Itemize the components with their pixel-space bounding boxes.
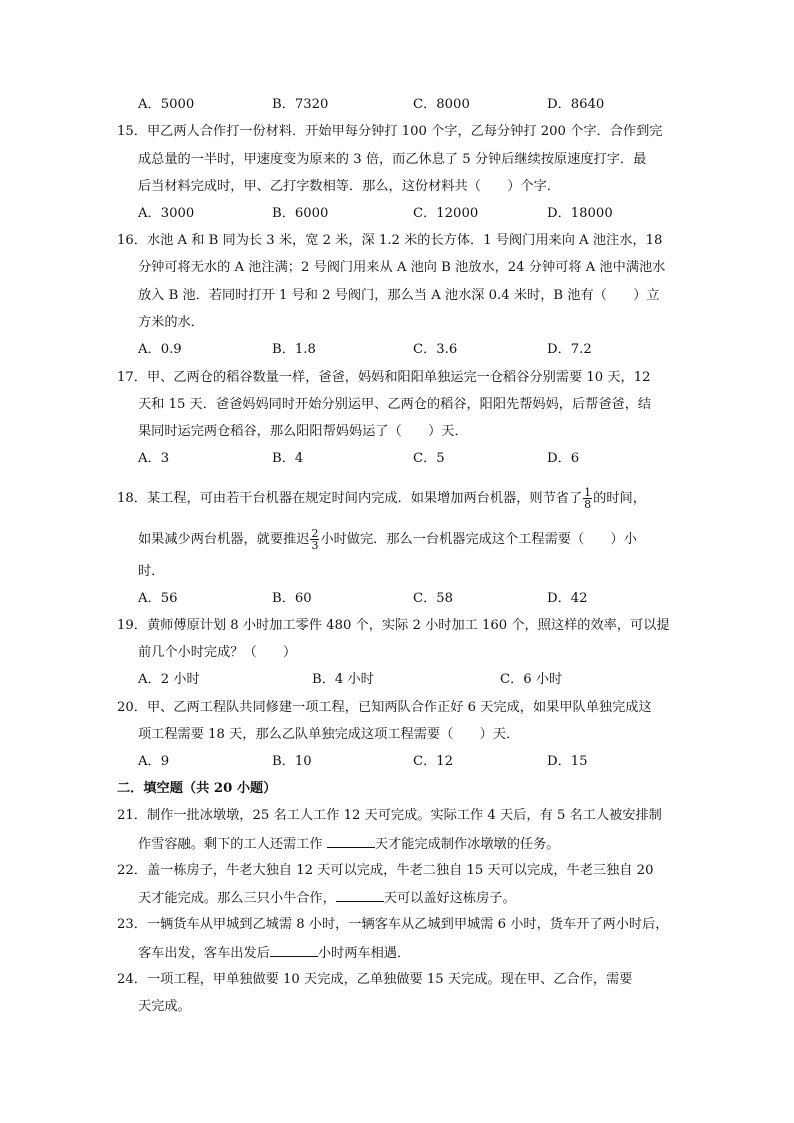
q20-option-c: C．12 [413, 754, 454, 769]
q15-option-c: C．12000 [413, 206, 479, 221]
q19-option-b: B．4 小时 [312, 672, 374, 687]
q23-line-2-post: 小时两车相遇． [317, 946, 411, 961]
q16-option-d: D．7.2 [547, 342, 592, 357]
q20-line-1: 20．甲、乙两工程队共同修建一项工程，已知两队合作正好 6 天完成，如果甲队单独完成这 [117, 700, 652, 715]
q23-line-2-pre: 客车出发，客车出发后 [138, 946, 270, 961]
q20-option-d: D．15 [547, 754, 588, 769]
q23-line-1: 23．一辆货车从甲城到乙城需 8 小时，一辆客车从乙城到甲城需 6 小时，货车开了两小时后， [117, 917, 669, 932]
q16-line-3: 放入 B 池．若同时打开 1 号和 2 号阀门，那么当 A 池水深 0.4 米时，B 池有（ ）立 [138, 288, 660, 303]
q15-line-3: 后当材料完成时，甲、乙打字数相等．那么，这份材料共（ ）个字． [138, 179, 560, 194]
q14-option-a: A．5000 [138, 97, 195, 112]
q18-option-d: D．42 [547, 591, 588, 606]
q16-line-4: 方米的水． [138, 315, 204, 330]
q15-option-b: B．6000 [272, 206, 329, 221]
q17-option-b: B．4 [272, 451, 304, 466]
q18-line-2-post: 小时做完．那么一台机器完成这个工程需要（ ）小 [320, 532, 637, 547]
q18-option-b: B．60 [272, 591, 312, 606]
q20-option-b: B．10 [272, 754, 312, 769]
q20-line-2: 项工程需要 18 天，那么乙队单独完成这项工程需要（ ）天． [138, 727, 520, 742]
q17-option-a: A．3 [138, 451, 170, 466]
q18-fraction-2 [310, 528, 319, 551]
q16-option-c: C．3.6 [413, 342, 458, 357]
q16-line-1: 16．水池 A 和 B 同为长 3 米，宽 2 米，深 1.2 米的长方体．1 号阀门用来向 A 池注水，18 [117, 233, 663, 248]
q22-line-2-post: 天可以盖好这栋房子。 [383, 891, 516, 906]
q21-line-1: 21．制作一批冰墩墩，25 名工人工作 12 天可完成。实际工作 4 天后，有 5 名工人被安排制 [117, 808, 662, 823]
q16-option-a: A．0.9 [138, 342, 182, 357]
q18-fraction-2-denominator: 3 [311, 539, 319, 552]
q18-fraction-1-denominator: 8 [584, 498, 592, 511]
q22-answer-blank[interactable] [336, 889, 384, 902]
q18-line-1-pre: 18．某工程，可由若干台机器在规定时间内完成．如果增加两台机器，则节省了 [117, 491, 583, 506]
q16-option-b: B．1.8 [272, 342, 316, 357]
q18-fraction-1 [583, 487, 592, 510]
q18-fraction-2-numerator: 2 [311, 527, 319, 540]
q21-line-2 [138, 835, 559, 854]
q18-line-3: 时． [138, 564, 165, 579]
q14-option-d: D．8640 [547, 97, 605, 112]
q19-option-c: C．6 小时 [500, 672, 563, 687]
q18-option-a: A．56 [138, 591, 178, 606]
q17-line-1: 17．甲、乙两仓的稻谷数量一样，爸爸，妈妈和阳阳单独运完一仓稻谷分别需要 10 天，12 [117, 370, 651, 385]
q22-line-1: 22．盖一栋房子，牛老大独自 12 天可以完成，牛老二独自 15 天可以完成，牛老三独自 20 [117, 863, 654, 878]
q15-line-1: 15．甲乙两人合作打一份材料．开始甲每分钟打 100 个字，乙每分钟打 200 个字．合作到完 [117, 124, 663, 139]
q20-option-a: A．9 [138, 754, 170, 769]
q15-line-2: 成总量的一半时，甲速度变为原来的 3 倍，而乙休息了 5 分钟后继续按原速度打字．最 [138, 152, 647, 167]
q18-line-1-post: 的时间， [593, 491, 646, 506]
q23-answer-blank[interactable] [270, 944, 318, 957]
q19-option-a: A．2 小时 [138, 672, 200, 687]
q19-line-2: 前几个小时完成？（ ） [138, 645, 297, 660]
q18-option-c: C．58 [413, 591, 454, 606]
q16-line-2: 分钟可将无水的 A 池注满；2 号阀门用来从 A 池向 B 池放水，24 分钟可将 A 池中满池水 [138, 260, 666, 275]
q18-line-2 [138, 528, 637, 551]
q19-line-1: 19．黄师傅原计划 8 小时加工零件 480 个，实际 2 小时加工 160 个，照这样的效率，可以提 [117, 618, 670, 633]
q22-line-2-pre: 天才能完成。那么三只小牛合作， [138, 891, 336, 906]
q17-line-2: 天和 15 天．爸爸妈妈同时开始分别运甲、乙两仓的稻谷，阳阳先帮妈妈，后帮爸爸，结 [138, 397, 652, 412]
q17-line-3: 果同时运完两仓稻谷，那么阳阳帮妈妈运了（ ）天． [138, 424, 468, 439]
q18-fraction-1-numerator: 1 [584, 486, 592, 499]
q21-line-2-pre: 作雪容融。剩下的工人还需工作 [138, 837, 327, 852]
q24-line-1: 24．一项工程，甲单独做要 10 天完成，乙单独做要 15 天完成。现在甲、乙合作，需要 [117, 972, 633, 987]
section-2-heading: 二．填空题（共 20 小题） [117, 781, 277, 796]
q24-line-2: 天完成。 [138, 999, 191, 1014]
q14-option-c: C．8000 [413, 97, 470, 112]
q14-option-b: B．7320 [272, 97, 329, 112]
q21-line-2-post: 天才能完成制作冰墩墩的任务。 [374, 837, 560, 852]
q15-option-d: D．18000 [547, 206, 613, 221]
q18-line-1 [117, 487, 646, 510]
q21-answer-blank[interactable] [327, 835, 375, 848]
q15-option-a: A．3000 [138, 206, 195, 221]
q17-option-d: D．6 [547, 451, 580, 466]
q22-line-2 [138, 889, 516, 908]
q18-line-2-pre: 如果减少两台机器，就要推迟 [138, 532, 310, 547]
q17-option-c: C．5 [413, 451, 445, 466]
q23-line-2 [138, 944, 410, 963]
